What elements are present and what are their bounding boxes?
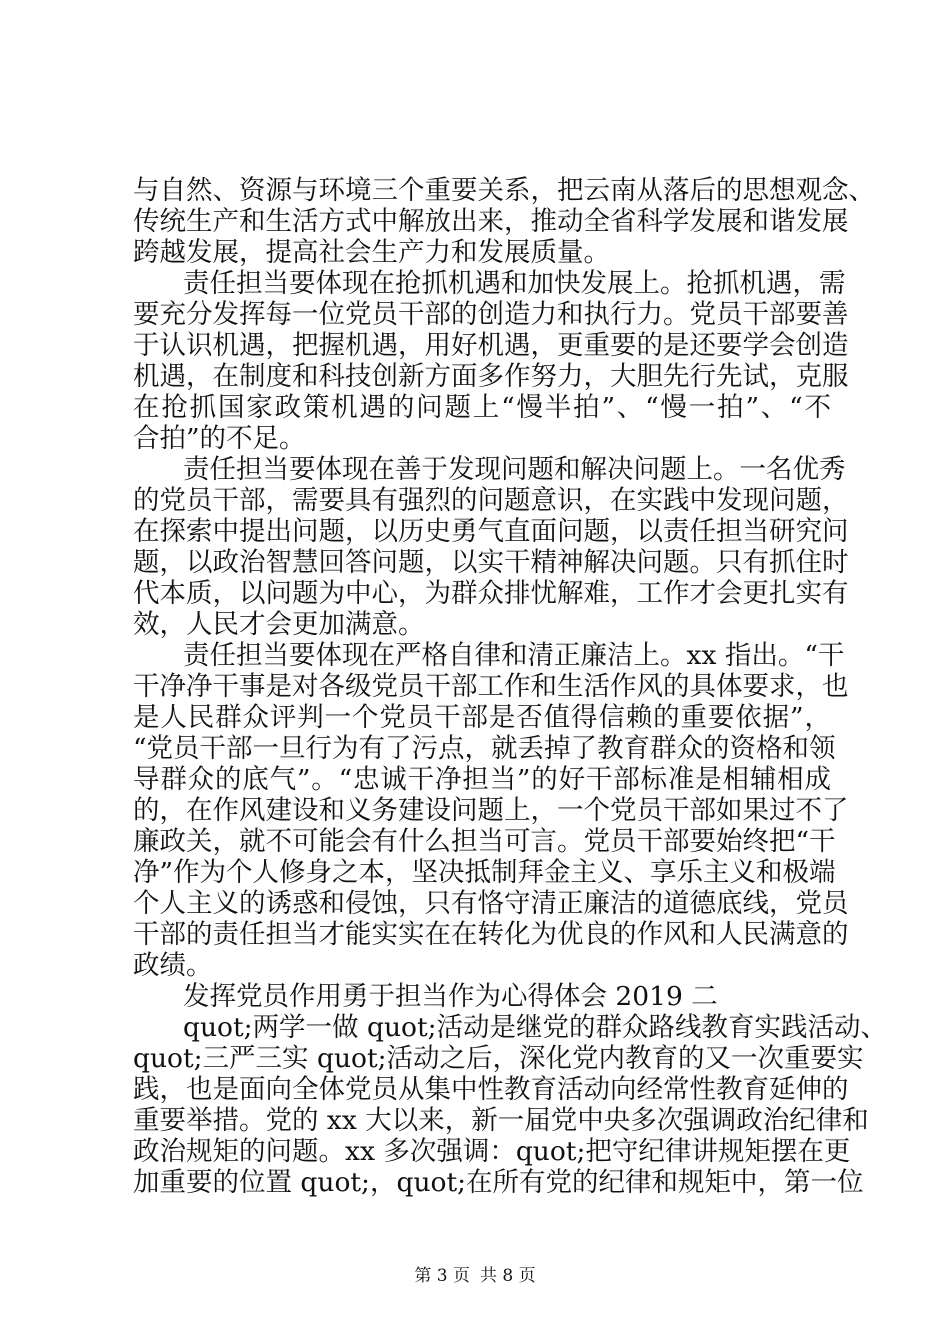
text-line: 的，在作风建设和义务建设问题上，一个党员干部如果过不了 — [133, 795, 849, 826]
page-total: 共 8 页 — [480, 1266, 536, 1286]
text-line: 效，人民才会更加满意。 — [133, 609, 425, 640]
text-line: 题，以政治智慧回答问题，以实干精神解决问题。只有抓住时 — [133, 547, 849, 578]
text-line: 代本质，以问题为中心，为群众排忧解难，工作才会更扎实有 — [133, 578, 849, 609]
text-line: quot;三严三实 quot;活动之后，深化党内教育的又一次重要实 — [133, 1043, 864, 1074]
section-heading — [133, 981, 831, 1012]
text-line: 导群众的底气”。“忠诚干净担当”的好干部标准是相辅相成 — [133, 764, 831, 795]
text-line: 干部的责任担当才能实实在在转化为优良的作风和人民满意的 — [133, 919, 849, 950]
text-line: 践，也是面向全体党员从集中性教育活动向经常性教育延伸的 — [133, 1074, 849, 1105]
text-line: 在抢抓国家政策机遇的问题上“慢半拍”、“慢一拍”、“不 — [133, 392, 831, 423]
paragraph — [133, 640, 849, 981]
text-line: 责任担当要体现在严格自律和清正廉洁上。xx 指出。“干 — [183, 640, 845, 671]
page-footer — [0, 1266, 950, 1286]
paragraph — [133, 454, 849, 640]
text-line: “党员干部一旦行为有了污点，就丢掉了教育群众的资格和领 — [133, 733, 836, 764]
text-line: 要充分发挥每一位党员干部的创造力和执行力。党员干部要善 — [133, 299, 849, 330]
text-line: 的党员干部，需要具有强烈的问题意识，在实践中发现问题， — [133, 485, 849, 516]
text-line: 加重要的位置 quot;，quot;在所有党的纪律和规矩中，第一位 — [133, 1167, 864, 1198]
text-line: 政绩。 — [133, 950, 213, 981]
text-line: 廉政关，就不可能会有什么担当可言。党员干部要始终把“干 — [133, 826, 836, 857]
text-line: 政治规矩的问题。xx 多次强调：quot;把守纪律讲规矩摆在更 — [133, 1136, 851, 1167]
text-line: 个人主义的诱惑和侵蚀，只有恪守清正廉洁的道德底线，党员 — [133, 888, 849, 919]
text-line: 机遇，在制度和科技创新方面多作努力，大胆先行先试，克服 — [133, 361, 849, 392]
text-line: 干净净干事是对各级党员干部工作和生活作风的具体要求，也 — [133, 671, 849, 702]
text-line: 跨越发展，提高社会生产力和发展质量。 — [133, 237, 610, 268]
page-number: 第 3 页 — [414, 1266, 470, 1286]
text-line: 于认识机遇，把握机遇，用好机遇，更重要的是还要学会创造 — [133, 330, 849, 361]
text-line: 与自然、资源与环境三个重要关系，把云南从落后的思想观念、 — [133, 175, 875, 206]
paragraph — [133, 175, 875, 268]
text-line: 合拍”的不足。 — [133, 423, 306, 454]
text-line: 重要举措。党的 xx 大以来，新一届党中央多次强调政治纪律和 — [133, 1105, 869, 1136]
text-line: 传统生产和生活方式中解放出来，推动全省科学发展和谐发展 — [133, 206, 849, 237]
paragraph — [133, 1012, 888, 1198]
text-line: 是人民群众评判一个党员干部是否值得信赖的重要依据”， — [133, 702, 831, 733]
text-line: 净”作为个人修身之本，坚决抵制拜金主义、享乐主义和极端 — [133, 857, 836, 888]
text-line: 在探索中提出问题，以历史勇气直面问题，以责任担当研究问 — [133, 516, 849, 547]
text-line: 责任担当要体现在抢抓机遇和加快发展上。抢抓机遇，需 — [183, 268, 846, 299]
document-body — [133, 175, 888, 1198]
paragraph — [133, 268, 849, 454]
text-line: 发挥党员作用勇于担当作为心得体会 2019 二 — [183, 981, 718, 1012]
text-line: quot;两学一做 quot;活动是继党的群众路线教育实践活动、 — [183, 1012, 888, 1043]
text-line: 责任担当要体现在善于发现问题和解决问题上。一名优秀 — [183, 454, 846, 485]
